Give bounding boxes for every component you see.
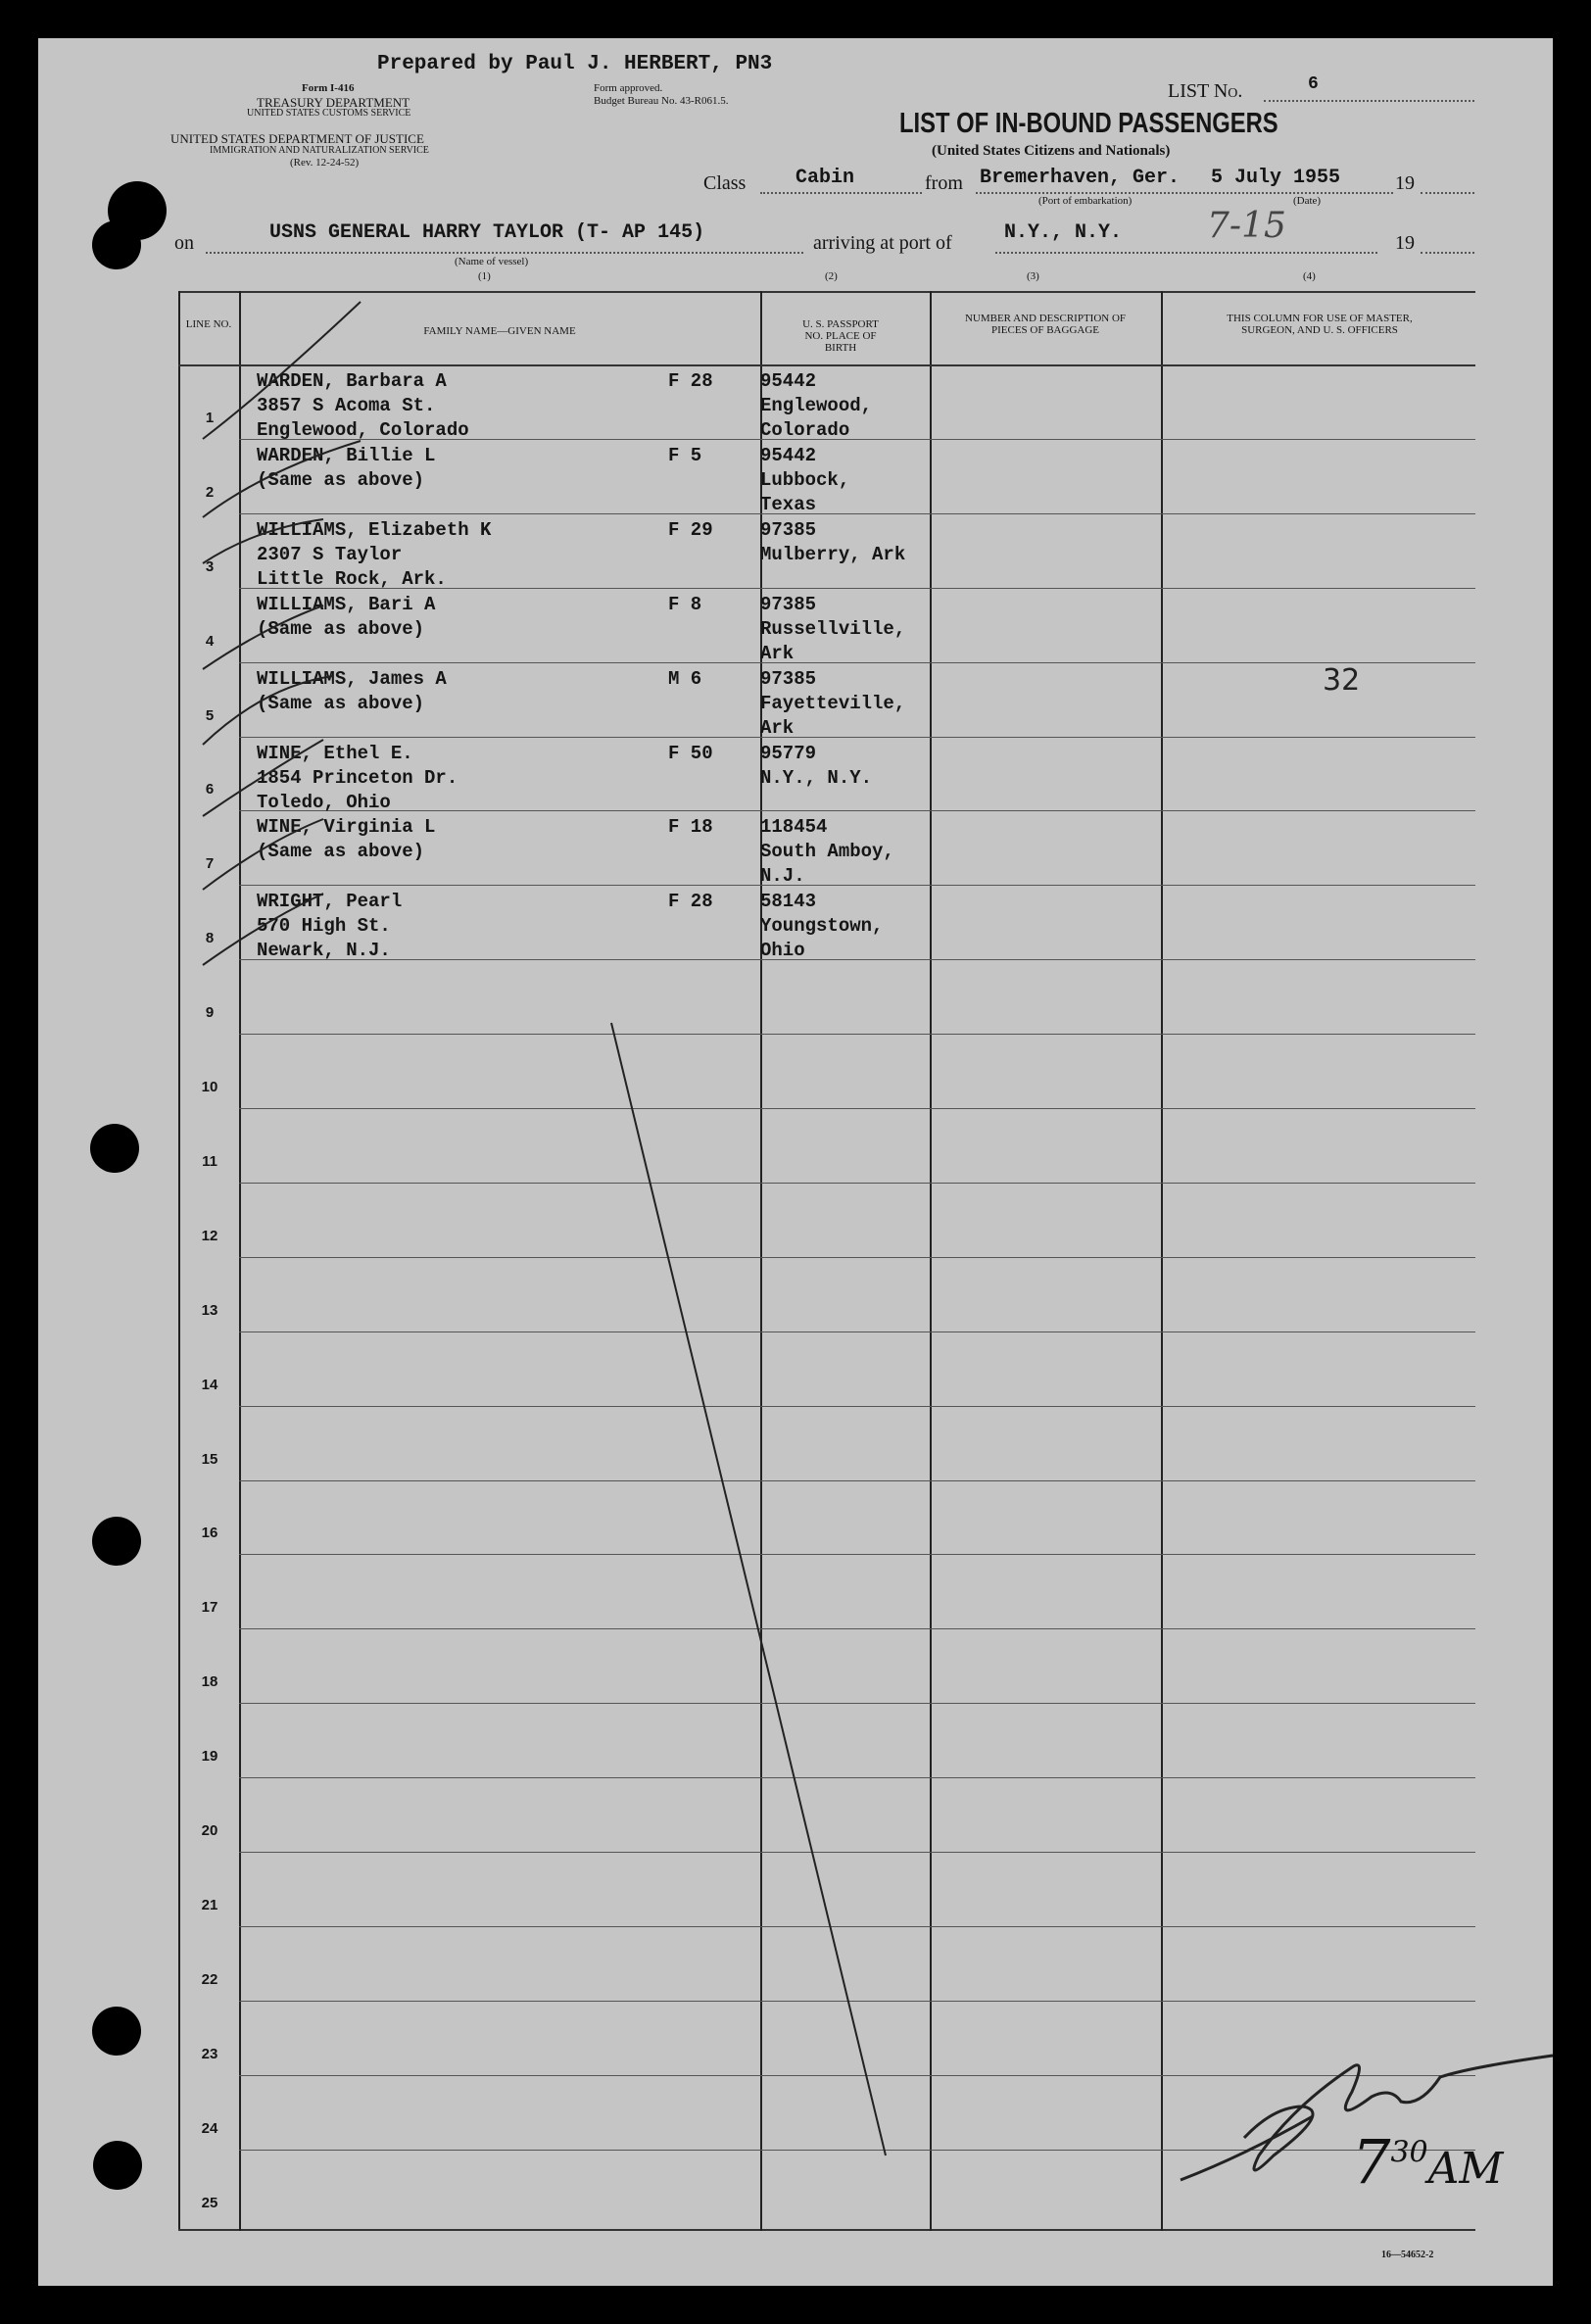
punch-hole xyxy=(92,2007,141,2056)
passenger-address-1: 1854 Princeton Dr. xyxy=(257,767,458,789)
embarkation-port: Bremerhaven, Ger. xyxy=(980,167,1181,189)
passenger-name: WRIGHT, Pearl xyxy=(257,891,403,912)
row-number: 9 xyxy=(205,1004,215,1021)
row-number: 17 xyxy=(201,1599,218,1616)
row-number: 14 xyxy=(201,1377,218,1393)
passport-number: 118454 xyxy=(760,816,828,838)
col-num-1: (1) xyxy=(478,270,491,282)
table-bottom-border xyxy=(178,2229,1475,2231)
row-number: 15 xyxy=(201,1451,218,1468)
row-divider xyxy=(239,1183,1475,1184)
punch-hole xyxy=(93,2141,142,2190)
date-caption: (Date) xyxy=(1293,195,1322,207)
year-line-2 xyxy=(1421,252,1474,254)
passenger-sex-age: F 18 xyxy=(668,816,713,838)
birth-place-1: Englewood, xyxy=(760,395,873,416)
passenger-address-1: (Same as above) xyxy=(257,841,425,862)
passenger-address-1: (Same as above) xyxy=(257,618,425,640)
row-number: 21 xyxy=(201,1897,218,1913)
time-hour: 7 xyxy=(1352,2126,1391,2198)
row-divider xyxy=(239,1703,1475,1704)
vessel-caption: (Name of vessel) xyxy=(455,256,529,267)
row-number: 20 xyxy=(201,1822,218,1839)
passport-number: 95779 xyxy=(760,743,817,764)
passenger-sex-age: F 50 xyxy=(668,743,713,764)
header-bottom-border xyxy=(178,364,1475,366)
row-divider xyxy=(239,1628,1475,1629)
treasury-department: TREASURY DEPARTMENT xyxy=(257,95,410,110)
col-divider-line xyxy=(239,291,241,2231)
passenger-address-1: 3857 S Acoma St. xyxy=(257,395,436,416)
passenger-name: WILLIAMS, Elizabeth K xyxy=(257,519,492,541)
row-divider xyxy=(239,1926,1475,1927)
passenger-sex-age: F 29 xyxy=(668,519,713,541)
row-divider xyxy=(239,1554,1475,1555)
row-number: 25 xyxy=(201,2195,218,2211)
passenger-address-1: 2307 S Taylor xyxy=(257,544,403,565)
passenger-name: WINE, Virginia L xyxy=(257,816,436,838)
budget-bureau: Budget Bureau No. 43-R061.5. xyxy=(594,95,729,107)
row-number: 22 xyxy=(201,1971,218,1988)
officer-note: 32 xyxy=(1323,663,1361,698)
passenger-name: WARDEN, Barbara A xyxy=(257,370,447,392)
birth-place-2: Colorado xyxy=(760,419,850,441)
row-divider xyxy=(239,810,1475,811)
list-no-label: LIST No. xyxy=(1168,80,1243,102)
birth-place-2: N.J. xyxy=(760,865,805,887)
from-label: from xyxy=(925,172,963,194)
birth-place-1: N.Y., N.Y. xyxy=(760,767,873,789)
row-divider xyxy=(239,885,1475,886)
row-number: 4 xyxy=(205,633,215,650)
birth-place-2: Ark xyxy=(760,643,795,664)
from-line xyxy=(976,192,1393,194)
row-divider xyxy=(239,1331,1475,1332)
passenger-sex-age: F 28 xyxy=(668,891,713,912)
birth-place-2: Ohio xyxy=(760,940,805,961)
list-no-line xyxy=(1264,100,1474,102)
year-line xyxy=(1421,192,1474,194)
passport-number: 97385 xyxy=(760,594,817,615)
department-of-justice: UNITED STATES DEPARTMENT OF JUSTICE xyxy=(170,131,424,146)
passenger-address-2: Englewood, Colorado xyxy=(257,419,469,441)
header-line-no: LINE NO. xyxy=(185,318,232,330)
row-number: 5 xyxy=(205,707,215,724)
passenger-address-1: 570 High St. xyxy=(257,915,391,937)
row-number: 10 xyxy=(201,1079,218,1095)
row-number: 16 xyxy=(201,1525,218,1541)
row-number: 18 xyxy=(201,1673,218,1690)
header-name: FAMILY NAME—GIVEN NAME xyxy=(423,325,576,337)
form-number: Form I-416 xyxy=(302,82,355,94)
row-divider xyxy=(239,662,1475,663)
birth-place-1: Mulberry, Ark xyxy=(760,544,906,565)
row-number: 2 xyxy=(205,484,215,501)
prepared-by: Prepared by Paul J. HERBERT, PN3 xyxy=(377,53,773,75)
passenger-name: WINE, Ethel E. xyxy=(257,743,413,764)
arrival-port: N.Y., N.Y. xyxy=(1004,221,1123,244)
row-divider xyxy=(239,2150,1475,2151)
class-line xyxy=(760,192,922,194)
embarkation-date: 5 July 1955 xyxy=(1211,167,1341,189)
passenger-sex-age: M 6 xyxy=(668,668,702,690)
passenger-name: WILLIAMS, Bari A xyxy=(257,594,436,615)
row-divider xyxy=(239,513,1475,514)
passport-number: 97385 xyxy=(760,519,817,541)
row-divider xyxy=(239,737,1475,738)
birth-place-1: Russellville, xyxy=(760,618,906,640)
passport-number: 95442 xyxy=(760,370,817,392)
table-top-border xyxy=(178,291,1475,293)
row-number: 23 xyxy=(201,2046,218,2062)
row-number: 3 xyxy=(205,558,215,575)
on-label: on xyxy=(174,232,194,254)
row-number: 1 xyxy=(205,410,215,426)
birth-place-1: Fayetteville, xyxy=(760,693,906,714)
row-number: 7 xyxy=(205,855,215,872)
header-passport: U. S. PASSPORT NO. PLACE OF BIRTH xyxy=(802,318,879,354)
row-divider xyxy=(239,1480,1475,1481)
row-divider xyxy=(239,959,1475,960)
punch-hole xyxy=(90,1124,139,1173)
passenger-name: WILLIAMS, James A xyxy=(257,668,447,690)
passenger-sex-age: F 28 xyxy=(668,370,713,392)
table-left-border xyxy=(178,291,180,2231)
revision-date: (Rev. 12-24-52) xyxy=(290,157,360,169)
birth-place-1: South Amboy, xyxy=(760,841,894,862)
passenger-address-2: Newark, N.J. xyxy=(257,940,391,961)
class-label: Class xyxy=(703,172,747,194)
form-subtitle: (United States Citizens and Nationals) xyxy=(932,143,1171,159)
footer-code: 16—54652-2 xyxy=(1381,2250,1434,2260)
header-baggage: NUMBER AND DESCRIPTION OF PIECES OF BAGGAGE xyxy=(964,313,1127,336)
form-title: LIST OF IN-BOUND PASSENGERS xyxy=(899,108,1278,139)
passport-number: 97385 xyxy=(760,668,817,690)
row-divider xyxy=(239,1257,1475,1258)
list-number: 6 xyxy=(1308,74,1319,94)
col-divider-baggage xyxy=(1161,291,1163,2231)
col-num-3: (3) xyxy=(1027,270,1039,282)
row-divider xyxy=(239,2001,1475,2002)
passport-number: 95442 xyxy=(760,445,817,466)
header-officers: THIS COLUMN FOR USE OF MASTER, SURGEON, AND U. S. OFFICERS xyxy=(1227,313,1413,336)
row-number: 24 xyxy=(201,2120,218,2137)
col-num-4: (4) xyxy=(1303,270,1316,282)
birth-place-1: Youngstown, xyxy=(760,915,884,937)
row-number: 19 xyxy=(201,1748,218,1765)
passenger-address-1: (Same as above) xyxy=(257,693,425,714)
port-embark-caption: (Port of embarkation) xyxy=(1038,195,1133,207)
row-divider xyxy=(239,1034,1475,1035)
passenger-address-2: Little Rock, Ark. xyxy=(257,568,447,590)
passenger-name: WARDEN, Billie L xyxy=(257,445,436,466)
class-value: Cabin xyxy=(796,167,855,189)
col-divider-name xyxy=(760,291,762,2231)
row-number: 12 xyxy=(201,1228,218,1244)
row-divider xyxy=(239,1777,1475,1778)
arrival-date-handwritten: 7-15 xyxy=(1207,206,1286,246)
immigration-service: IMMIGRATION AND NATURALIZATION SERVICE xyxy=(210,145,429,156)
birth-place-2: Texas xyxy=(760,494,817,515)
passenger-address-2: Toledo, Ohio xyxy=(257,792,391,813)
passenger-address-1: (Same as above) xyxy=(257,469,425,491)
row-number: 6 xyxy=(205,781,215,798)
col-divider-passport xyxy=(930,291,932,2231)
row-divider xyxy=(239,1852,1475,1853)
row-divider xyxy=(239,1108,1475,1109)
year-prefix-2: 19 xyxy=(1395,232,1415,254)
row-number: 11 xyxy=(202,1153,217,1170)
row-number: 8 xyxy=(205,930,215,946)
punch-hole xyxy=(108,181,167,240)
time-annotation xyxy=(1352,2126,1503,2198)
passport-number: 58143 xyxy=(760,891,817,912)
form-approved: Form approved. xyxy=(594,82,663,94)
year-prefix: 19 xyxy=(1395,172,1415,194)
passenger-sex-age: F 8 xyxy=(668,594,702,615)
vessel-name: USNS GENERAL HARRY TAYLOR (T- AP 145) xyxy=(269,221,705,244)
arriving-label: arriving at port of xyxy=(813,232,952,254)
row-divider xyxy=(239,2075,1475,2076)
vessel-line xyxy=(206,252,803,254)
row-divider xyxy=(239,1406,1475,1407)
time-ampm: AM xyxy=(1427,2144,1504,2194)
birth-place-2: Ark xyxy=(760,717,795,739)
row-number: 13 xyxy=(201,1302,218,1319)
passenger-sex-age: F 5 xyxy=(668,445,702,466)
customs-service: UNITED STATES CUSTOMS SERVICE xyxy=(247,108,411,119)
col-num-2: (2) xyxy=(825,270,838,282)
punch-hole xyxy=(92,1517,141,1566)
arrival-line xyxy=(995,252,1377,254)
birth-place-1: Lubbock, xyxy=(760,469,850,491)
time-minutes: 30 xyxy=(1390,2135,1428,2170)
